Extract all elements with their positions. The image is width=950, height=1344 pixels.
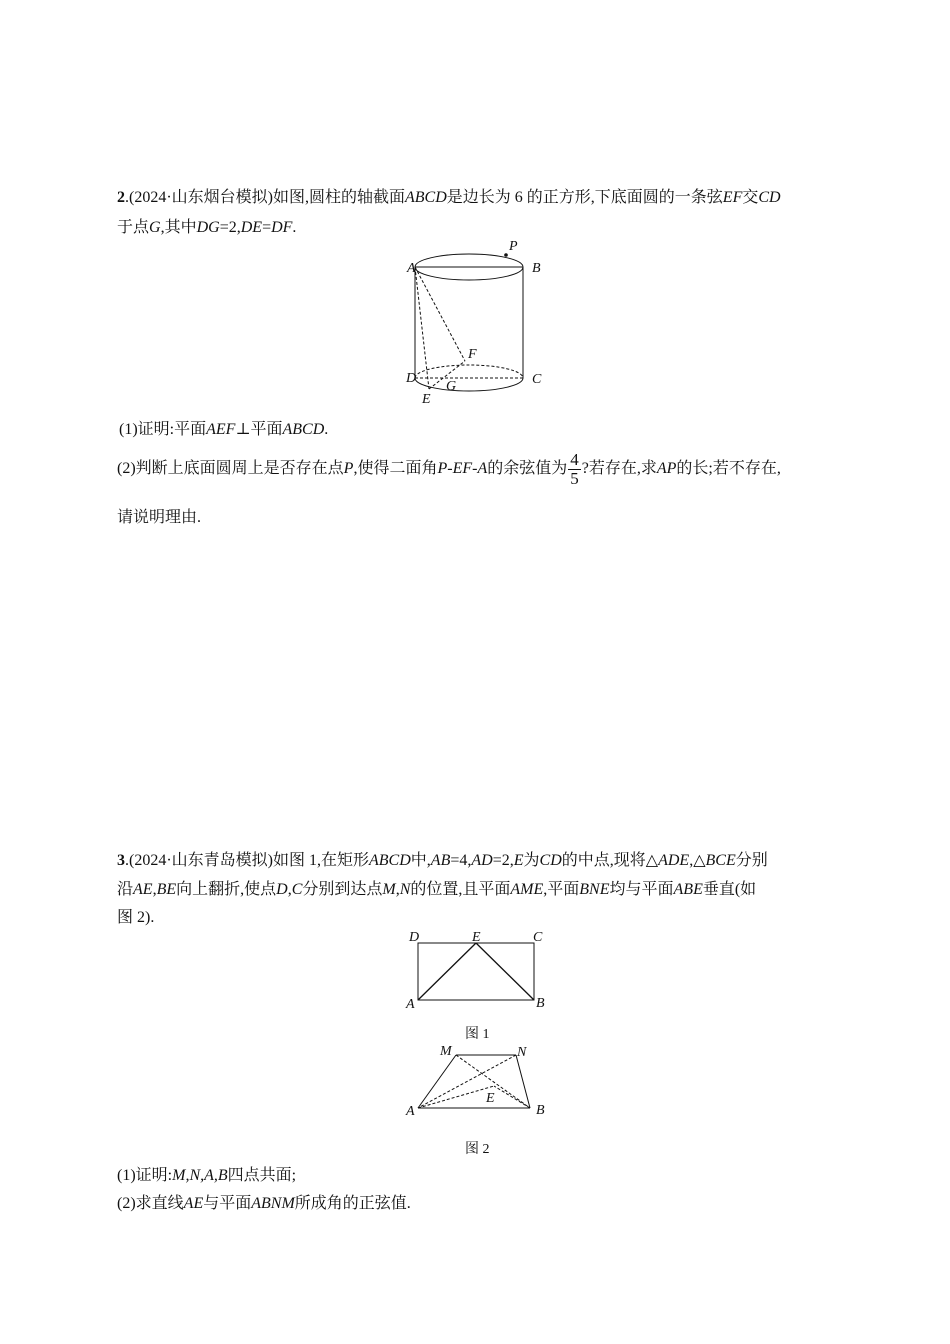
label-M: M [440,1044,452,1059]
rectangle-ABCD [418,943,534,1000]
label-C: C [533,930,543,945]
q3-part2 [117,1194,411,1214]
q2-var: P-EF-A [437,460,488,477]
q3-var: N [399,881,411,898]
label-E: E [422,392,431,407]
q3-text: 均与平面 [609,881,674,898]
q2-part1 [119,420,328,440]
q3-text: (2)求直线 [117,1195,184,1212]
q2-part2 [117,447,781,491]
q3-text: 垂直(如 [702,881,757,898]
q2-text: 于点 [117,219,150,236]
q2-var: DF [271,219,293,236]
q2-var: P [343,460,354,477]
q3-text: , [287,881,292,898]
q3-var: ABCD [369,852,411,869]
q3-figure2-caption: 图 2 [465,1142,490,1157]
q3-text: =2, [492,852,514,869]
q3-figure2 [400,1040,550,1120]
q3-text: , [152,881,157,898]
fraction-four-fifths [568,451,581,488]
q2-var: ABCD [405,189,447,206]
q2-text: = [262,219,272,236]
segment-BE [476,943,534,1000]
q3-text: 沿 [117,881,134,898]
q3-text: (1)证明: [117,1167,173,1184]
q3-text: ,平面 [543,881,580,898]
q3-number: 3 [117,852,125,869]
q3-var: C [291,881,303,898]
label-N: N [517,1045,527,1060]
q3-figure1-caption: 图 1 [465,1027,490,1042]
q2-var: DG [196,219,220,236]
segment-AE [418,1086,494,1108]
q3-var: E [513,852,524,869]
q2-var: CD [758,189,781,206]
q3-text: 的中点,现将△ [561,852,659,869]
q3-var: ADE [658,852,690,869]
q2-text: ?若存在,求 [581,460,657,477]
q2-statement-line2 [117,218,296,238]
segment-AF [415,267,465,361]
q3-var: AE [183,1195,204,1212]
segment-AE [418,943,476,1000]
q2-text: 的长;若不存在, [676,460,781,477]
q2-var: AEF [206,421,236,438]
q2-text: 是边长为 6 的正方形,下底面圆的一条弦 [446,189,723,206]
q3-var: CD [539,852,562,869]
label-P: P [509,239,518,254]
q3-text: 中, [410,852,431,869]
q2-text: ⊥平面 [235,421,283,438]
q3-var: AME [510,881,544,898]
fraction-denominator: 5 [570,468,579,488]
q3-var: D [276,881,288,898]
q3-text: .(2024·山东青岛模拟)如图 1,在矩形 [125,852,369,869]
q3-var: M,N,A,B [172,1167,228,1184]
q2-var: G [149,219,161,236]
segment-AM [418,1055,456,1108]
q2-part2-line2: 请说明理由. [117,509,202,526]
q2-var: DE [240,219,263,236]
q2-text: ,其中 [160,219,197,236]
cylinder-bottom-front-arc [415,378,523,391]
q2-number: 2 [117,189,125,206]
q3-statement-line3: 图 2). [117,909,155,926]
q3-text: 为 [523,852,540,869]
q3-statement-line2 [117,880,756,900]
q2-text: . [324,421,329,438]
label-F: F [468,347,477,362]
label-G: G [446,379,457,394]
q3-var: BCE [705,852,736,869]
q3-text: , [395,881,400,898]
q2-text: .(2024·山东烟台模拟)如图,圆柱的轴截面 [125,189,405,206]
q3-var: ABNM [251,1195,295,1212]
fraction-numerator: 4 [570,449,579,469]
q3-text: 与平面 [203,1195,252,1212]
label-A: A [406,1104,415,1119]
q3-var: ABE [673,881,703,898]
label-B: B [536,1103,545,1118]
q3-text: 分别到达点 [302,881,383,898]
q2-cylinder-figure [395,235,555,410]
q2-text: ,使得二面角 [353,460,438,477]
q3-text: 分别 [735,852,768,869]
q2-text: (1)证明:平面 [119,421,207,438]
label-B: B [536,996,545,1011]
segment-NA [418,1055,516,1108]
label-D: D [406,371,417,386]
q3-var: AE [133,881,153,898]
cylinder-bottom-back-arc [415,365,523,378]
q2-var: ABCD [282,421,325,438]
label-B: B [532,261,541,276]
q3-var: BE [156,881,177,898]
point-P [504,253,508,257]
label-A: A [407,261,416,276]
q3-text: 所成角的正弦值. [294,1195,411,1212]
label-E: E [486,1091,495,1106]
segment-AE [415,267,429,389]
label-E: E [472,930,481,945]
q2-text: . [292,219,297,236]
q2-text: 的余弦值为 [487,460,568,477]
q3-var: BNE [579,881,610,898]
q2-text: =2, [219,219,241,236]
q3-part1 [117,1166,296,1186]
q2-text: 交 [742,189,759,206]
q2-var: AP [656,460,677,477]
q3-text: 的位置,且平面 [410,881,511,898]
q3-statement-line1 [117,851,768,871]
q2-var: EF [722,189,743,206]
q3-var: AD [471,852,493,869]
label-A: A [406,997,415,1012]
q3-figure1 [400,925,550,1015]
q3-var: AB [430,852,451,869]
q3-text: 四点共面; [227,1167,297,1184]
label-D: D [409,930,420,945]
q3-text: =4, [450,852,472,869]
q3-text: 向上翻折,使点 [176,881,277,898]
q3-var: M [382,881,396,898]
q3-text: ,△ [689,852,706,869]
q2-text: (2)判断上底面圆周上是否存在点 [117,460,344,477]
label-C: C [532,372,542,387]
q2-statement-line1 [117,188,781,208]
